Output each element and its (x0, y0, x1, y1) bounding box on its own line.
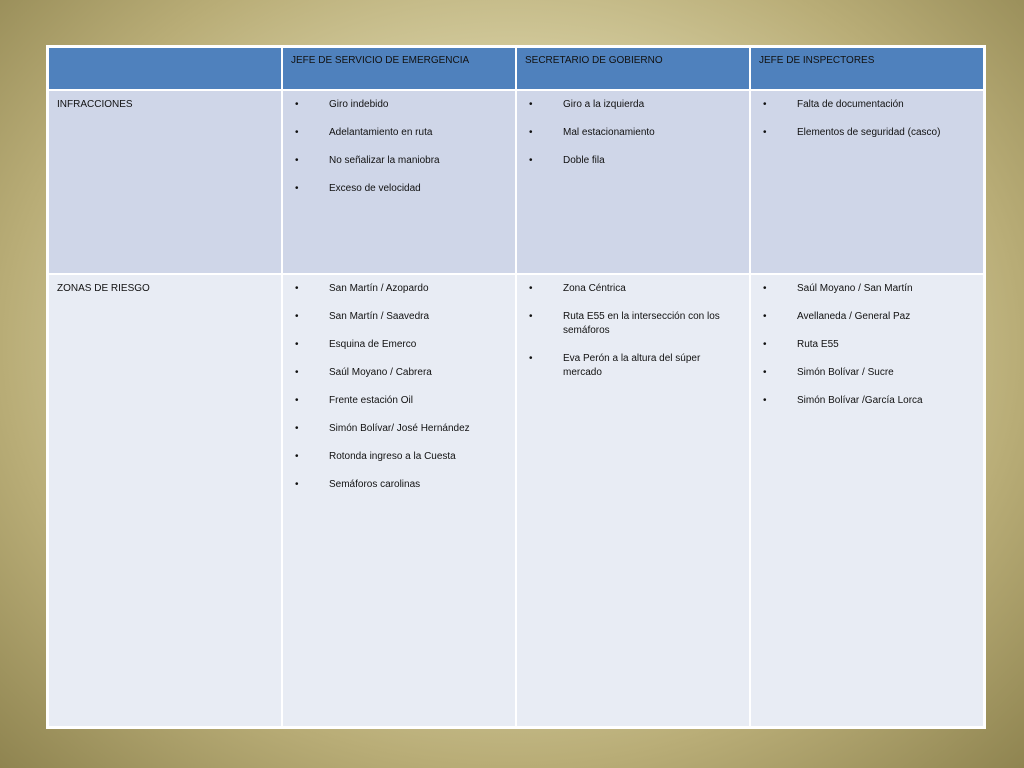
list-item (759, 282, 975, 296)
bullet-icon: • (763, 127, 767, 138)
list-item (291, 394, 507, 408)
bullet-icon: • (295, 367, 299, 378)
list-item (525, 282, 741, 296)
list-item (525, 98, 741, 112)
bullet-icon: • (763, 311, 767, 322)
list-item-text: Ruta E55 (797, 339, 839, 350)
list-item (291, 282, 507, 296)
list-item (759, 126, 975, 140)
list-item-text: Mal estacionamiento (563, 127, 655, 138)
bullet-icon: • (295, 451, 299, 462)
list-item (291, 450, 507, 464)
list-item-text: Eva Perón a la altura del súper mercado (563, 353, 701, 378)
list-item (291, 310, 507, 324)
list-item-text: Saúl Moyano / San Martín (797, 283, 913, 294)
bullet-icon: • (529, 353, 533, 364)
bullet-icon: • (295, 283, 299, 294)
table-row-infracciones (49, 91, 983, 273)
bullet-icon: • (763, 99, 767, 110)
cell-infracciones-gobierno (517, 91, 749, 273)
list-item-text: Simón Bolívar / Sucre (797, 367, 894, 378)
bullet-list (525, 282, 741, 380)
bullet-icon: • (529, 155, 533, 166)
list-item-text: Exceso de velocidad (329, 183, 421, 194)
list-item (525, 352, 741, 380)
list-item-text: Frente estación Oil (329, 395, 413, 406)
bullet-icon: • (295, 127, 299, 138)
bullet-icon: • (295, 479, 299, 490)
cell-zonas-gobierno (517, 275, 749, 726)
list-item-text: No señalizar la maniobra (329, 155, 440, 166)
cell-zonas-inspectores (751, 275, 983, 726)
list-item-text: Elementos de seguridad (casco) (797, 127, 941, 138)
list-item-text: Ruta E55 en la intersección con los semáforos (563, 311, 720, 336)
bullet-icon: • (529, 127, 533, 138)
bullet-icon: • (295, 339, 299, 350)
bullet-icon: • (295, 155, 299, 166)
cell-zonas-emergencia (283, 275, 515, 726)
list-item (291, 422, 507, 436)
bullet-icon: • (763, 283, 767, 294)
list-item (291, 338, 507, 352)
list-item-text: Rotonda ingreso a la Cuesta (329, 451, 456, 462)
list-item-text: Esquina de Emerco (329, 339, 417, 350)
comparison-table-container (46, 45, 986, 729)
list-item (291, 366, 507, 380)
bullet-icon: • (529, 311, 533, 322)
list-item-text: Adelantamiento en ruta (329, 127, 433, 138)
bullet-list (525, 98, 741, 168)
header-cell-gobierno: SECRETARIO DE GOBIERNO (517, 48, 749, 89)
list-item (291, 154, 507, 168)
bullet-icon: • (763, 339, 767, 350)
bullet-icon: • (295, 395, 299, 406)
bullet-icon: • (295, 423, 299, 434)
bullet-icon: • (763, 367, 767, 378)
bullet-list (759, 282, 975, 408)
list-item (759, 338, 975, 352)
cell-infracciones-inspectores (751, 91, 983, 273)
list-item (291, 182, 507, 196)
list-item (291, 478, 507, 492)
bullet-icon: • (529, 99, 533, 110)
list-item-text: Simón Bolívar/ José Hernández (329, 423, 470, 434)
bullet-icon: • (295, 311, 299, 322)
list-item-text: Saúl Moyano / Cabrera (329, 367, 432, 378)
list-item-text: Zona Céntrica (563, 283, 626, 294)
row-label-zonas-de-riesgo: ZONAS DE RIESGO (49, 275, 281, 726)
list-item (759, 366, 975, 380)
list-item (759, 98, 975, 112)
bullet-icon: • (763, 395, 767, 406)
list-item (525, 154, 741, 168)
cell-infracciones-emergencia (283, 91, 515, 273)
list-item (291, 98, 507, 112)
list-item-text: San Martín / Saavedra (329, 311, 430, 322)
list-item-text: Giro indebido (329, 99, 389, 110)
list-item-text: Falta de documentación (797, 99, 904, 110)
bullet-list (759, 98, 975, 140)
row-label-infracciones: INFRACCIONES (49, 91, 281, 273)
comparison-table (47, 46, 985, 728)
table-header-row (49, 48, 983, 89)
header-cell-emergencia: JEFE DE SERVICIO DE EMERGENCIA (283, 48, 515, 89)
list-item (525, 310, 741, 338)
list-item (759, 394, 975, 408)
list-item-text: Avellaneda / General Paz (797, 311, 911, 322)
bullet-icon: • (295, 183, 299, 194)
list-item-text: San Martín / Azopardo (329, 283, 429, 294)
header-cell-empty (49, 48, 281, 89)
bullet-list (291, 282, 507, 492)
list-item (759, 310, 975, 324)
list-item-text: Doble fila (563, 155, 605, 166)
list-item (291, 126, 507, 140)
bullet-icon: • (295, 99, 299, 110)
list-item (525, 126, 741, 140)
list-item-text: Simón Bolívar /García Lorca (797, 395, 923, 406)
header-cell-inspectores: JEFE DE INSPECTORES (751, 48, 983, 89)
table-row-zonas-de-riesgo (49, 275, 983, 726)
list-item-text: Giro a la izquierda (563, 99, 645, 110)
bullet-list (291, 98, 507, 196)
list-item-text: Semáforos carolinas (329, 479, 421, 490)
bullet-icon: • (529, 283, 533, 294)
